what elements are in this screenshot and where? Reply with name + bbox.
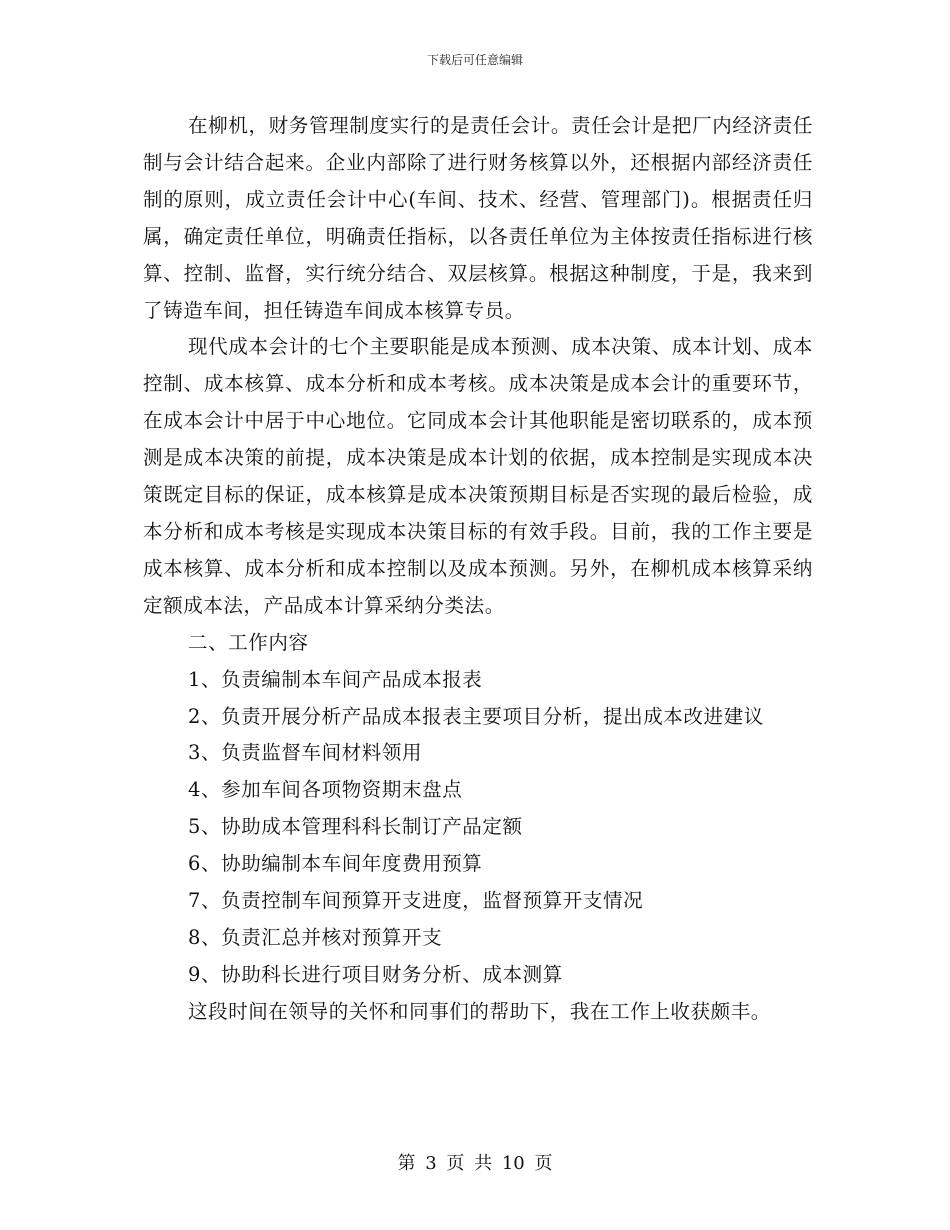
document-body: [143, 108, 813, 1031]
list-item: 9、协助科长进行项目财务分析、成本测算: [188, 962, 563, 986]
list-item: 5、协助成本管理科科长制订产品定额: [188, 815, 523, 839]
list-item: 3、负责监督车间材料领用: [188, 741, 423, 765]
list-item: 6、协助编制本车间年度费用预算: [188, 852, 483, 876]
paragraph-cost-accounting-functions: 现代成本会计的七个主要职能是成本预测、成本决策、成本计划、成本控制、成本核算、成本分析和成本考核。成本决策是成本会计的重要环节，在成本会计中居于中心地位。它同成本会计其他职能是密切联系的，成本预测是成本决策的前提，成本决策是成本计划的依据，成本控制是实现成本决策既定目标的保证，成本核算是成本决策预期目标是否实现的最后检验，成本分析和成本考核是实现成本决策目标的有效手段。目前，我的工作主要是成本核算、成本分析和成本控制以及成本预测。另外，在柳机成本核算采纳定额成本法，产品成本计算采纳分类法。: [143, 335, 813, 617]
page-header-note: 下载后可任意编辑: [426, 53, 523, 67]
list-item: 7、负责控制车间预算开支进度，监督预算开支情况: [188, 889, 644, 913]
paragraph-responsibility-accounting: 在柳机，财务管理制度实行的是责任会计。责任会计是把厂内经济责任制与会计结合起来。企业内部除了进行财务核算以外，还根据内部经济责任制的原则，成立责任会计中心(车间、技术、经营、管理部门)。根据责任归属，确定责任单位，明确责任指标，以各责任单位为主体按责任指标进行核算、控制、监督，实行统分结合、双层核算。根据这种制度，于是，我来到了铸造车间，担任铸造车间成本核算专员。: [143, 114, 813, 322]
section-heading: 二、工作内容: [188, 630, 309, 654]
page-number: 第 3 页 共 10 页: [397, 1153, 553, 1174]
closing-line: 这段时间在领导的关怀和同事们的帮助下，我在工作上收获颇丰。: [188, 999, 771, 1023]
list-item: 1、负责编制本车间产品成本报表: [188, 667, 483, 691]
list-item: 2、负责开展分析产品成本报表主要项目分析，提出成本改进建议: [188, 704, 764, 728]
list-item: 8、负责汇总并核对预算开支: [188, 925, 443, 949]
list-item: 4、参加车间各项物资期末盘点: [188, 778, 463, 802]
